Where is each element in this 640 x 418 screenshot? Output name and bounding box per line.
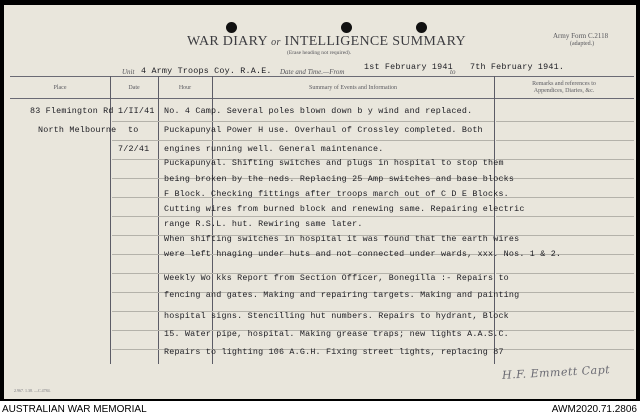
date-to-label: to — [450, 68, 456, 76]
printer-imprint: 2.967. 1.38. —C.4784. — [14, 388, 51, 393]
column-divider-2 — [158, 76, 159, 364]
summary-line: hospital signs. Stencilling hut numbers. Repairs to hydrant, Block — [164, 311, 509, 321]
form-subtitle: (Erase heading not required). — [287, 50, 352, 56]
summary-line: engines running well. General maintenance. — [164, 144, 384, 154]
archive-footer — [0, 401, 640, 418]
entry-rule — [112, 216, 494, 217]
column-divider-1 — [110, 76, 111, 364]
column-header-remarks-line2: Appendices, Diaries, &c. — [533, 88, 595, 94]
footer-accession-number: AWM2020.71.2806 — [551, 404, 637, 415]
column-header-date: Date — [128, 85, 140, 91]
entry-rule — [112, 140, 494, 141]
column-header-hour: Hour — [178, 85, 192, 91]
footer-institution: AUSTRALIAN WAR MEMORIAL — [2, 404, 147, 415]
summary-line: 15. Water pipe, hospital. Making grease traps; new lights A.A.S.C. — [164, 329, 509, 339]
date-from-value: 1st February 1941 — [364, 62, 453, 72]
remarks-rule — [496, 178, 634, 179]
punch-hole-center — [341, 22, 352, 33]
remarks-rule — [496, 159, 634, 160]
unit-value: 4 Army Troops Coy. R.A.E. — [141, 66, 272, 76]
place-line-2: North Melbourne — [38, 125, 117, 135]
remarks-rule — [496, 349, 634, 350]
summary-line: Puckapunyal Power H use. Overhaul of Crossley completed. Both — [164, 125, 483, 135]
place-line-1: 83 Flemington Rd — [30, 106, 114, 116]
title-intelligence-summary: INTELLIGENCE SUMMARY — [284, 34, 466, 49]
column-header-summary: Summary of Events and Information — [309, 85, 397, 91]
summary-line: When shifting switches in hospital it was found that the earth wires — [164, 234, 520, 244]
column-header-place: Place — [53, 85, 67, 91]
form-title — [187, 34, 466, 50]
remarks-rule — [496, 197, 634, 198]
date-to-value: 7th February 1941. — [470, 62, 565, 72]
remarks-rule — [496, 121, 634, 122]
summary-line: No. 4 Camp. Several poles blown down b y wind and replaced. — [164, 106, 473, 116]
remarks-rule — [496, 140, 634, 141]
table-header-rule — [10, 98, 634, 99]
title-war-diary: WAR DIARY — [187, 34, 268, 49]
summary-line: Repairs to lighting 106 A.G.H. Fixing street lights, replacing 87 — [164, 347, 504, 357]
summary-line: F Block. Checking fittings after troops march out of C D E Blocks. — [164, 189, 509, 199]
signature: H.F. Emmett Capt — [501, 363, 611, 382]
remarks-rule — [496, 273, 634, 274]
date-to: 7/2/41 — [118, 144, 150, 154]
table-top-rule — [10, 76, 634, 77]
summary-line: range R.S.L. hut. Rewiring same later. — [164, 219, 363, 229]
column-header-remarks-line1: Remarks and references to — [532, 81, 596, 87]
summary-line: were left hnaging under huts and not connected under wards, xxx. Nos. 1 & 2. — [164, 249, 562, 259]
date-to-word: to — [128, 125, 139, 135]
summary-line: being broken by the neds. Replacing 25 Amp switches and base blocks — [164, 174, 515, 184]
remarks-rule — [496, 330, 634, 331]
summary-line: Weekly Wo kks Report from Section Officer, Bonegilla :- Repairs to — [164, 273, 509, 283]
summary-line: fencing and gates. Making and repairing targets. Making and painting — [164, 290, 520, 300]
punch-hole-right — [416, 22, 427, 33]
unit-label: Unit — [122, 68, 135, 76]
summary-line: Cutting wires from burned block and renewing same. Repairing electric — [164, 204, 525, 214]
diary-sheet — [4, 5, 636, 399]
remarks-rule — [496, 311, 634, 312]
date-label: Date and Time.—From — [280, 68, 345, 76]
date-from: 1/II/41 — [118, 106, 155, 116]
entry-rule — [112, 121, 494, 122]
army-form-note: (adapted.) — [570, 41, 595, 47]
army-form-number: Army Form C.2118 — [553, 32, 609, 40]
title-or: or — [271, 37, 281, 48]
remarks-rule — [496, 216, 634, 217]
summary-line: Puckapunyal. Shifting switches and plugs in hospital to stop them — [164, 158, 504, 168]
punch-hole-left — [226, 22, 237, 33]
